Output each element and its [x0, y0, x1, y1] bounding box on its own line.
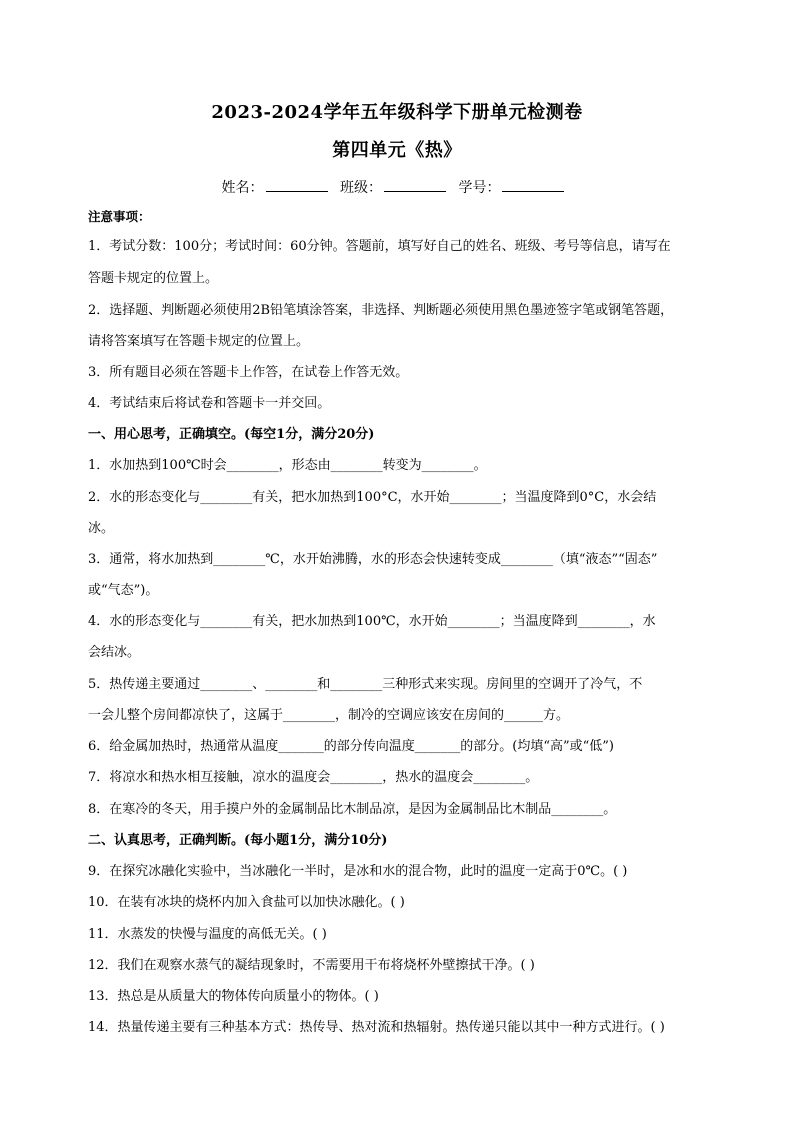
section1-heading: 一、用心思考，正确填空。(每空1分，满分20分) [88, 427, 375, 442]
question-line: 5．热传递主要通过________、________和________三种形式来实现。房间里的空调开了冷气，不 [88, 677, 643, 692]
question-line: 13．热总是从质量大的物体传向质量小的物体。( ) [88, 989, 379, 1004]
class-blank[interactable] [384, 177, 446, 192]
question-line: 或“气态”)。 [88, 583, 159, 598]
question-line: 1．水加热到100℃时会________，形态由________转变为________。 [88, 458, 487, 473]
section2-heading: 二、认真思考，正确判断。(每小题1分，满分10分) [88, 833, 388, 848]
question-line: 11．水蒸发的快慢与温度的高低无关。( ) [88, 927, 327, 942]
question-line: 2．水的形态变化与________有关，把水加热到100°C，水开始________；当温度降到0°C，水会结 [88, 490, 657, 505]
question-line: 10．在装有冰块的烧杯内加入食盐可以加快冰融化。( ) [88, 895, 405, 910]
question-line: 4．水的形态变化与________有关，把水加热到100℃，水开始________；当温度降到________，水 [88, 614, 656, 629]
name-blank[interactable] [266, 177, 328, 192]
question-line: 6．给金属加热时，热通常从温度_______的部分传向温度_______的部分。(均填“高”或“低”) [88, 739, 614, 754]
question-line: 会结冰。 [88, 645, 141, 660]
question-line: 7．将凉水和热水相互接触，凉水的温度会________，热水的温度会________。 [88, 770, 539, 785]
unit-subtitle: 第四单元《热》 [332, 140, 462, 161]
notice-line: 2．选择题、判断题必须使用2B铅笔填涂答案，非选择、判断题必须使用黑色墨迹签字笔或钢笔答题， [88, 303, 674, 318]
question-line: 冰。 [88, 521, 115, 536]
student-info-row [0, 177, 794, 197]
notice-line: 4．考试结束后将试卷和答题卡一并交回。 [88, 396, 331, 411]
notice-line: 1．考试分数：100分；考试时间：60分钟。答题前，填写好自己的姓名、班级、考号等信息，请写在 [88, 239, 671, 254]
id-label: 学号： [458, 180, 501, 196]
name-label: 姓名： [221, 180, 264, 196]
question-line: 9．在探究冰融化实验中，当冰融化一半时，是冰和水的混合物，此时的温度一定高于0℃。( ) [88, 864, 628, 879]
notice-heading: 注意事项： [88, 209, 151, 224]
exam-title: 2023-2024学年五年级科学下册单元检测卷 [211, 102, 583, 123]
question-line: 12．我们在观察水蒸气的凝结现象时，不需要用干布将烧杯外壁擦拭干净。( ) [88, 958, 535, 973]
question-line: 3．通常，将水加热到________℃，水开始沸腾，水的形态会快速转变成________（填“液态”“固态” [88, 552, 658, 567]
id-blank[interactable] [502, 177, 564, 192]
question-line: 8．在寒冷的冬天，用手摸户外的金属制品比木制品凉，是因为金属制品比木制品________。 [88, 802, 617, 817]
notice-line: 答题卡规定的位置上。 [88, 271, 219, 286]
notice-line: 请将答案填写在答题卡规定的位置上。 [88, 334, 310, 349]
question-line: 一会儿整个房间都凉快了，这属于________，制冷的空调应该安在房间的______方。 [88, 708, 570, 723]
notice-line: 3．所有题目必须在答题卡上作答，在试卷上作答无效。 [88, 365, 409, 380]
class-label: 班级： [340, 180, 382, 196]
question-line: 14．热量传递主要有三种基本方式：热传导、热对流和热辐射。热传递只能以其中一种方式进行。( ) [88, 1020, 665, 1035]
